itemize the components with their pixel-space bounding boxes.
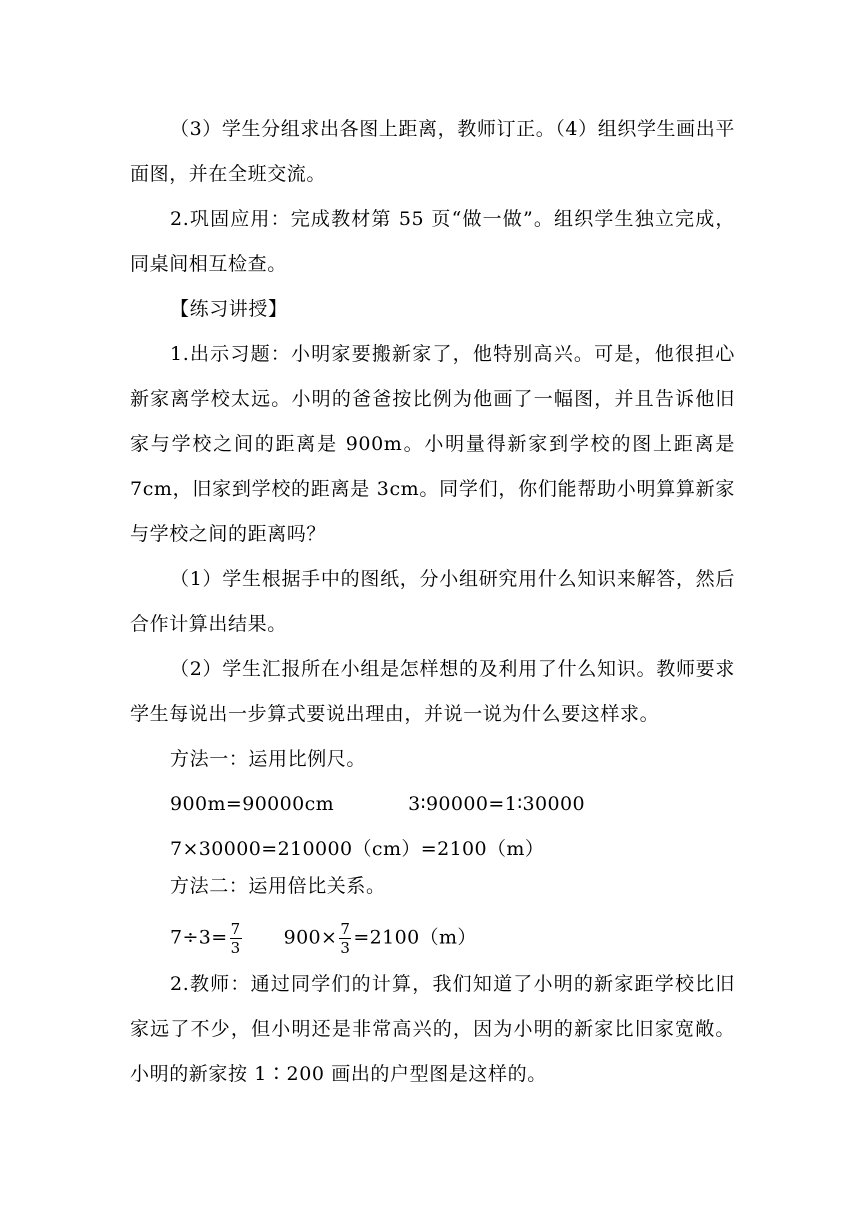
method-two-title: 方法二：运用倍比关系。 (170, 875, 386, 897)
method-one-equation-line-1 (170, 789, 585, 819)
paragraph-teacher-floorplan: 2.教师：通过同学们的计算，我们知道了小明的新家距学校比旧家远了不少，但小明还是非常高兴的，因为小明的新家比旧家宽敞。小明的新家按 1∶200 画出的户型图是这样的。 (130, 973, 735, 1085)
fraction-seven-thirds-2: $\frac{7}{3}$ (340, 920, 351, 957)
equation-scale-ratio: 3∶90000=1∶30000 (408, 793, 585, 815)
equation-ratio-left: 7÷3= (170, 926, 228, 949)
equation-multiply-result: =2100（m） (353, 926, 477, 949)
fraction-seven-thirds-1: $\frac{7}{3}$ (230, 920, 241, 957)
section-heading-practice: 【练习讲授】 (170, 298, 288, 320)
paragraph-step-2: （2）学生汇报所在小组是怎样想的及利用了什么知识。教师要求学生每说出一步算式要说出理由，并说一说为什么要这样求。 (130, 658, 735, 725)
equation-actual-distance: 7×30000=210000（cm）=2100（m） (170, 838, 545, 860)
method-one-title: 方法一：运用比例尺。 (170, 748, 367, 770)
paragraph-exercise-1: 1.出示习题：小明家要搬新家了，他特别高兴。可是，他很担心新家离学校太远。小明的爸爸按比例为他画了一幅图，并且告诉他旧家与学校之间的距离是 900m。小明量得新家到学校的图上距离是 7cm，旧家到学校的距离是 3cm。同学们，你们能帮助小明算算新家与学校之间的距离吗？ (130, 343, 735, 545)
paragraph-consolidation: 2.巩固应用：完成教材第 55 页“做一做”。组织学生独立完成，同桌间相互检查。 (130, 208, 735, 275)
equation-multiply-left: 900× (283, 926, 338, 949)
paragraph-step-1: （1）学生根据手中的图纸，分小组研究用什么知识来解答，然后合作计算出结果。 (130, 568, 735, 635)
paragraph-step-3-4: （3）学生分组求出各图上距离，教师订正。（4）组织学生画出平面图，并在全班交流。 (130, 118, 735, 185)
method-one-equation-line-2 (170, 834, 544, 864)
equation-unit-conversion: 900m=90000cm (170, 793, 335, 815)
method-two-equation-line (170, 920, 477, 957)
